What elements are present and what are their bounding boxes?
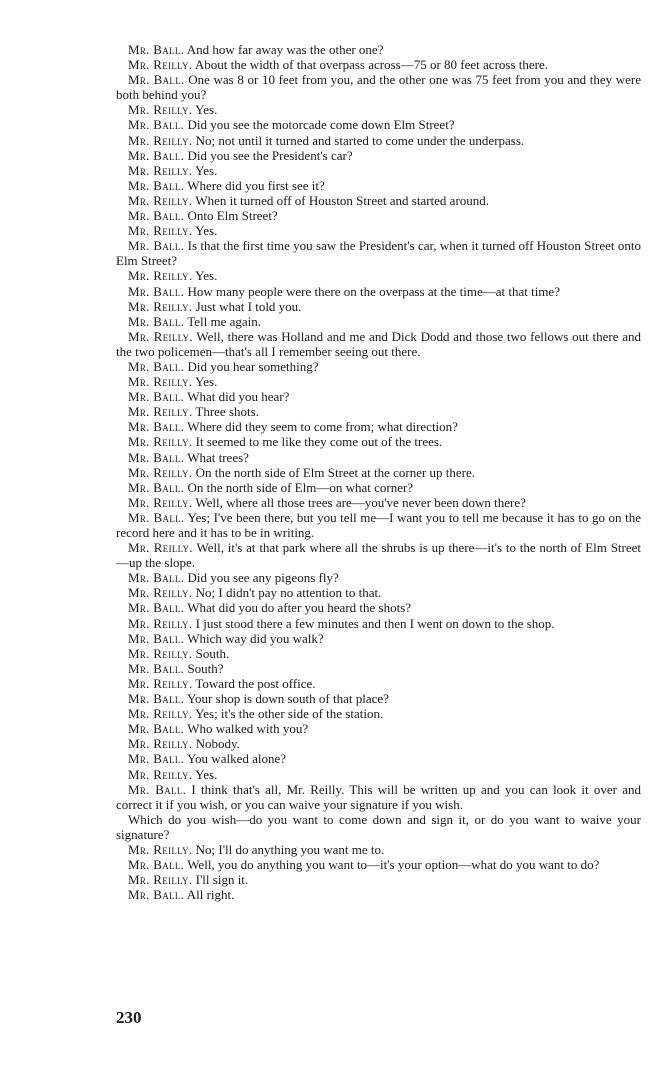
testimony-line	[116, 721, 641, 736]
speaker-label: Mr. Ball.	[128, 630, 185, 646]
testimony-line	[116, 419, 641, 434]
testimony-line	[116, 706, 641, 721]
line-text: You walked alone?	[186, 751, 287, 767]
testimony-line	[116, 646, 641, 661]
testimony-line	[116, 751, 641, 766]
testimony-line	[116, 812, 641, 842]
testimony-line	[116, 631, 641, 646]
line-text: Which do you wish—do you want to come down and sign it, or do you want to waive your signature?	[116, 811, 641, 842]
speaker-label: Mr. Ball.	[128, 509, 185, 525]
line-text: About the width of that overpass across—75 or 80 feet across there.	[194, 57, 548, 73]
line-text: On the north side of Elm—on what corner?	[187, 479, 414, 495]
line-text: Did you see the motorcade come down Elm Street?	[187, 117, 455, 133]
speaker-label: Mr. Ball.	[128, 42, 185, 57]
speaker-label: Mr. Reilly.	[128, 434, 193, 450]
speaker-label: Mr. Ball.	[128, 600, 185, 616]
line-text: On the north side of Elm Street at the corner up there.	[195, 464, 476, 480]
testimony-line	[116, 148, 641, 163]
speaker-label: Mr. Ball.	[128, 358, 185, 374]
line-text: Well, you do anything you want to—it's your option—what do you want to do?	[187, 857, 600, 873]
testimony-line	[116, 782, 641, 812]
speaker-label: Mr. Reilly.	[128, 268, 193, 284]
speaker-label: Mr. Ball.	[128, 449, 185, 465]
speaker-label: Mr. Reilly.	[128, 706, 193, 722]
speaker-label: Mr. Reilly.	[128, 102, 193, 118]
testimony-line	[116, 691, 641, 706]
line-text: Yes.	[195, 102, 218, 118]
speaker-label: Mr. Reilly.	[128, 841, 193, 857]
testimony-line	[116, 616, 641, 631]
speaker-label: Mr. Reilly.	[128, 132, 193, 148]
testimony-line	[116, 178, 641, 193]
line-text: Three shots.	[195, 404, 259, 420]
speaker-label: Mr. Reilly.	[128, 736, 193, 752]
line-text: Did you see any pigeons fly?	[187, 570, 339, 586]
line-text: I just stood there a few minutes and then I went on down to the shop.	[195, 615, 555, 631]
line-text: Yes.	[195, 162, 218, 178]
testimony-line	[116, 117, 641, 132]
line-text: Yes; I've been there, but you tell me—I want you to tell me because it has to go on the record here and it has to be in writing.	[116, 509, 641, 540]
testimony-line	[116, 238, 641, 268]
testimony-line	[116, 480, 641, 495]
page-number: 230	[116, 1008, 142, 1027]
speaker-label: Mr. Reilly.	[128, 872, 193, 888]
transcript-body	[116, 42, 641, 902]
testimony-line	[116, 57, 641, 72]
testimony-line	[116, 736, 641, 751]
line-text: Did you see the President's car?	[187, 147, 353, 163]
testimony-line	[116, 465, 641, 480]
testimony-line	[116, 570, 641, 585]
speaker-label: Mr. Ball.	[128, 117, 185, 133]
line-text: Your shop is down south of that place?	[186, 691, 389, 707]
line-text: Nobody.	[195, 736, 240, 752]
line-text: Where did they seem to come from; what direction?	[187, 419, 458, 435]
line-text: Onto Elm Street?	[187, 208, 278, 224]
testimony-line	[116, 193, 641, 208]
line-text: I think that's all, Mr. Reilly. This will be written up and you can look it over and correct it if you wish, or you can waive your signature if you wish.	[116, 781, 641, 812]
testimony-line	[116, 208, 641, 223]
speaker-label: Mr. Ball.	[128, 313, 185, 329]
speaker-label: Mr. Ball.	[128, 781, 187, 797]
line-text: South.	[195, 645, 230, 661]
line-text: No; I'll do anything you want me to.	[195, 841, 385, 857]
testimony-line	[116, 389, 641, 404]
testimony-line	[116, 42, 641, 57]
line-text: And how far away was the other one?	[186, 42, 384, 57]
line-text: Yes.	[195, 766, 218, 782]
testimony-line	[116, 434, 641, 449]
testimony-line	[116, 510, 641, 540]
testimony-line	[116, 133, 641, 148]
line-text: Well, there was Holland and me and Dick Dodd and those two fellows out there and the two policemen—that's all I remember seeing out there.	[116, 328, 642, 359]
line-text: Well, where all those trees are—you've never been down there?	[195, 494, 526, 510]
line-text: Who walked with you?	[187, 721, 309, 737]
testimony-line	[116, 600, 641, 615]
line-text: Toward the post office.	[195, 675, 316, 691]
testimony-line	[116, 374, 641, 389]
testimony-line	[116, 299, 641, 314]
testimony-line	[116, 842, 641, 857]
speaker-label: Mr. Reilly.	[128, 585, 193, 601]
line-text: Is that the first time you saw the President's car, when it turned off Houston Street onto Elm Street?	[116, 238, 641, 269]
testimony-line	[116, 404, 641, 419]
testimony-line	[116, 72, 641, 102]
speaker-label: Mr. Ball.	[128, 177, 185, 193]
speaker-label: Mr. Reilly.	[128, 57, 193, 73]
testimony-line	[116, 450, 641, 465]
testimony-line	[116, 495, 641, 510]
testimony-line	[116, 540, 641, 570]
testimony-line	[116, 284, 641, 299]
line-text: Yes.	[195, 268, 218, 284]
line-text: How many people were there on the overpass at the time—at that time?	[187, 283, 560, 299]
speaker-label: Mr. Reilly.	[128, 494, 193, 510]
speaker-label: Mr. Ball.	[128, 283, 185, 299]
line-text: It seemed to me like they come out of the trees.	[195, 434, 443, 450]
testimony-line	[116, 359, 641, 374]
speaker-label: Mr. Reilly.	[128, 328, 193, 344]
line-text: Did you hear something?	[187, 358, 319, 374]
line-text: One was 8 or 10 feet from you, and the other one was 75 feet from you and they were both behind you?	[116, 72, 642, 103]
speaker-label: Mr. Ball.	[128, 721, 185, 737]
line-text: Tell me again.	[187, 313, 262, 329]
speaker-label: Mr. Reilly.	[128, 223, 193, 239]
testimony-line	[116, 102, 641, 117]
line-text: South?	[187, 660, 224, 676]
testimony-line	[116, 329, 641, 359]
line-text: What trees?	[187, 449, 249, 465]
speaker-label: Mr. Ball.	[128, 691, 185, 707]
speaker-label: Mr. Ball.	[128, 72, 185, 88]
line-text: I'll sign it.	[195, 872, 249, 888]
speaker-label: Mr. Ball.	[128, 208, 185, 224]
speaker-label: Mr. Ball.	[128, 147, 185, 163]
line-text: When it turned off of Houston Street and started around.	[195, 192, 490, 208]
line-text: Well, it's at that park where all the shrubs is up there—it's to the north of Elm Street—up the slope.	[116, 540, 642, 571]
speaker-label: Mr. Ball.	[128, 479, 185, 495]
testimony-line	[116, 314, 641, 329]
speaker-label: Mr. Reilly.	[128, 162, 193, 178]
testimony-line	[116, 223, 641, 238]
speaker-label: Mr. Reilly.	[128, 766, 193, 782]
testimony-line	[116, 661, 641, 676]
line-text: Where did you first see it?	[187, 177, 325, 193]
testimony-line	[116, 767, 641, 782]
speaker-label: Mr. Ball.	[128, 238, 185, 254]
line-text: Yes; it's the other side of the station.	[195, 706, 384, 722]
speaker-label: Mr. Ball.	[128, 857, 185, 873]
testimony-line	[116, 887, 641, 902]
speaker-label: Mr. Ball.	[128, 570, 185, 586]
speaker-label: Mr. Ball.	[128, 887, 185, 903]
line-text: No; not until it turned and started to come under the underpass.	[195, 132, 525, 148]
speaker-label: Mr. Ball.	[128, 660, 185, 676]
line-text: What did you do after you heard the shots?	[187, 600, 412, 616]
speaker-label: Mr. Reilly.	[128, 540, 193, 556]
speaker-label: Mr. Reilly.	[128, 404, 193, 420]
speaker-label: Mr. Reilly.	[128, 298, 193, 314]
line-text: No; I didn't pay no attention to that.	[195, 585, 382, 601]
testimony-line	[116, 268, 641, 283]
testimony-line	[116, 872, 641, 887]
testimony-line	[116, 585, 641, 600]
speaker-label: Mr. Reilly.	[128, 192, 193, 208]
line-text: What did you hear?	[187, 389, 290, 405]
line-text: Yes.	[195, 374, 218, 390]
line-text: Yes.	[195, 223, 218, 239]
line-text: Which way did you walk?	[187, 630, 324, 646]
testimony-line	[116, 676, 641, 691]
speaker-label: Mr. Reilly.	[128, 675, 193, 691]
speaker-label: Mr. Reilly.	[128, 615, 193, 631]
testimony-line	[116, 163, 641, 178]
testimony-line	[116, 857, 641, 872]
line-text: Just what I told you.	[195, 298, 302, 314]
speaker-label: Mr. Reilly.	[128, 645, 193, 661]
speaker-label: Mr. Reilly.	[128, 464, 193, 480]
speaker-label: Mr. Ball.	[128, 389, 185, 405]
speaker-label: Mr. Ball.	[128, 751, 185, 767]
speaker-label: Mr. Reilly.	[128, 374, 193, 390]
line-text: All right.	[186, 887, 235, 903]
speaker-label: Mr. Ball.	[128, 419, 185, 435]
